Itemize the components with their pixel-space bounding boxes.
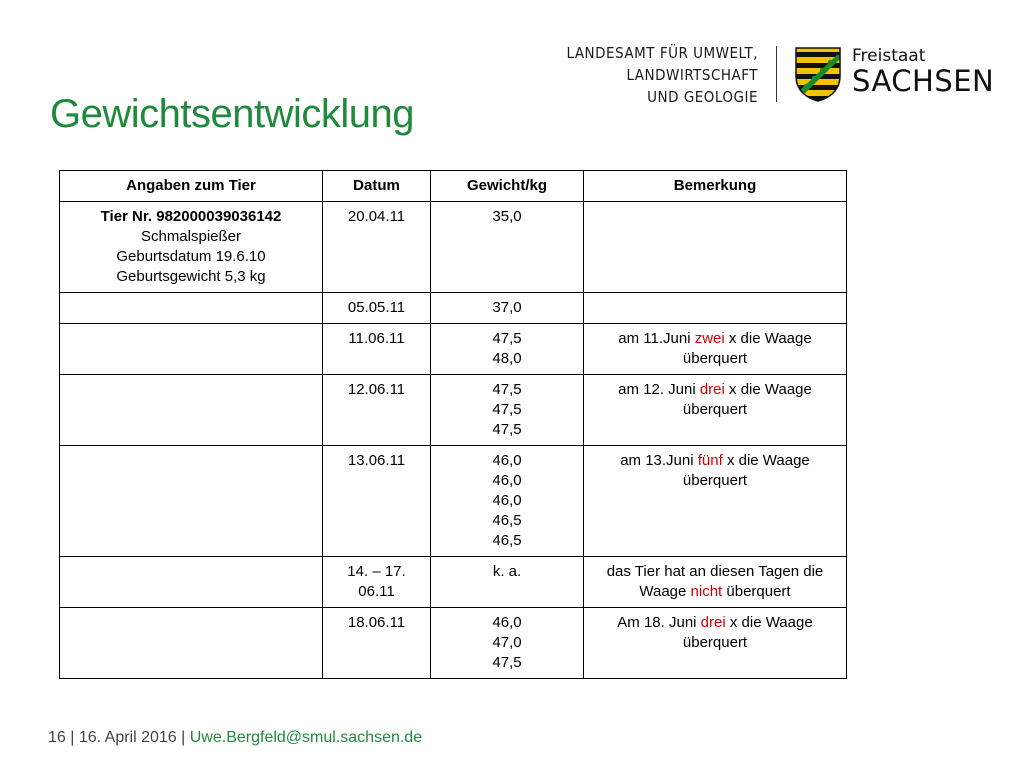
header-animal: Angaben zum Tier — [60, 171, 323, 202]
weight-value: 46,0 — [492, 472, 522, 489]
remark-highlight: drei — [700, 614, 726, 631]
date-cell: 20.04.11 — [323, 202, 431, 293]
state-wordmark — [852, 46, 994, 96]
table-row — [60, 293, 847, 324]
weight-value: 46,0 — [492, 614, 522, 631]
animal-cell — [60, 446, 323, 557]
weight-value: 46,0 — [492, 492, 522, 509]
animal-type: Schmalspießer — [140, 228, 242, 245]
weight-cell — [431, 375, 584, 446]
table-row — [60, 608, 847, 679]
date-cell: 14. – 17. 06.11 — [323, 557, 431, 608]
weight-value: 46,0 — [492, 452, 522, 469]
remark-text: überquert — [722, 583, 791, 600]
weight-value: 46,5 — [492, 532, 522, 549]
remark-cell — [584, 446, 847, 557]
remark-text: Am 18. Juni — [617, 614, 701, 631]
animal-cell — [60, 608, 323, 679]
table-row — [60, 375, 847, 446]
animal-cell — [60, 375, 323, 446]
weight-value: 46,5 — [492, 512, 522, 529]
remark-text: am 11.Juni — [618, 330, 695, 347]
header-remark: Bemerkung — [584, 171, 847, 202]
birth-weight: Geburtsgewicht 5,3 kg — [116, 268, 266, 285]
table-header-row — [60, 171, 847, 202]
remark-text: x die Waage überquert — [682, 381, 812, 418]
date-cell: 05.05.11 — [323, 293, 431, 324]
remark-cell — [584, 375, 847, 446]
remark-text: x die Waage überquert — [682, 614, 813, 651]
remark-cell — [584, 557, 847, 608]
date-cell: 11.06.11 — [323, 324, 431, 375]
remark-highlight: fünf — [697, 452, 723, 469]
weight-value: 48,0 — [492, 350, 522, 367]
weight-cell — [431, 293, 584, 324]
table-row — [60, 446, 847, 557]
animal-cell — [60, 202, 323, 293]
weight-cell — [431, 202, 584, 293]
date-cell: 13.06.11 — [323, 446, 431, 557]
birth-date: Geburtsdatum 19.6.10 — [116, 248, 266, 265]
remark-text: am 12. Juni — [618, 381, 700, 398]
remark-text: x die Waage überquert — [682, 452, 810, 489]
weight-value: 35,0 — [492, 208, 522, 225]
header-weight: Gewicht/kg — [431, 171, 584, 202]
weight-cell — [431, 324, 584, 375]
agency-name-line-3: UND GEOLOGIE — [647, 88, 758, 106]
remark-cell — [584, 202, 847, 293]
table-row — [60, 324, 847, 375]
weight-cell — [431, 557, 584, 608]
remark-text: am 13.Juni — [620, 452, 698, 469]
remark-cell — [584, 293, 847, 324]
animal-cell — [60, 324, 323, 375]
weight-value: 47,5 — [492, 330, 522, 347]
state-large-label: SACHSEN — [852, 64, 995, 98]
header-date: Datum — [323, 171, 431, 202]
remark-cell — [584, 324, 847, 375]
weight-table — [59, 170, 847, 679]
weight-cell — [431, 446, 584, 557]
remark-highlight: zwei — [694, 330, 725, 347]
footer-email-link[interactable]: Uwe.Bergfeld@smul.sachsen.de — [189, 729, 423, 746]
page-title: Gewichtsentwicklung — [50, 92, 414, 136]
weight-value: 47,0 — [492, 634, 522, 651]
state-small-label: Freistaat — [852, 46, 926, 66]
weight-cell — [431, 608, 584, 679]
agency-name-line-2: LANDWIRTSCHAFT — [626, 66, 758, 84]
header-divider — [776, 46, 777, 102]
agency-name — [520, 42, 758, 108]
footer — [48, 729, 422, 747]
date-cell: 18.06.11 — [323, 608, 431, 679]
animal-id: Tier Nr. 982000039036142 — [100, 208, 282, 225]
weight-value: k. a. — [492, 563, 522, 580]
remark-highlight: drei — [699, 381, 725, 398]
table-row — [60, 202, 847, 293]
remark-text: das Tier hat an diesen Tagen die Waage — [606, 563, 824, 600]
saxony-coat-of-arms-icon — [794, 46, 842, 102]
weight-value: 47,5 — [492, 381, 522, 398]
animal-cell — [60, 557, 323, 608]
remark-highlight: nicht — [690, 583, 723, 600]
weight-value: 47,5 — [492, 401, 522, 418]
weight-value: 47,5 — [492, 654, 522, 671]
remark-text: x die Waage überquert — [682, 330, 812, 367]
remark-cell — [584, 608, 847, 679]
table-row — [60, 557, 847, 608]
footer-text: 16 | 16. April 2016 | — [48, 729, 190, 746]
animal-cell — [60, 293, 323, 324]
weight-value: 47,5 — [492, 421, 522, 438]
weight-value: 37,0 — [492, 299, 522, 316]
date-cell: 12.06.11 — [323, 375, 431, 446]
agency-name-line-1: LANDESAMT FÜR UMWELT, — [566, 44, 758, 62]
